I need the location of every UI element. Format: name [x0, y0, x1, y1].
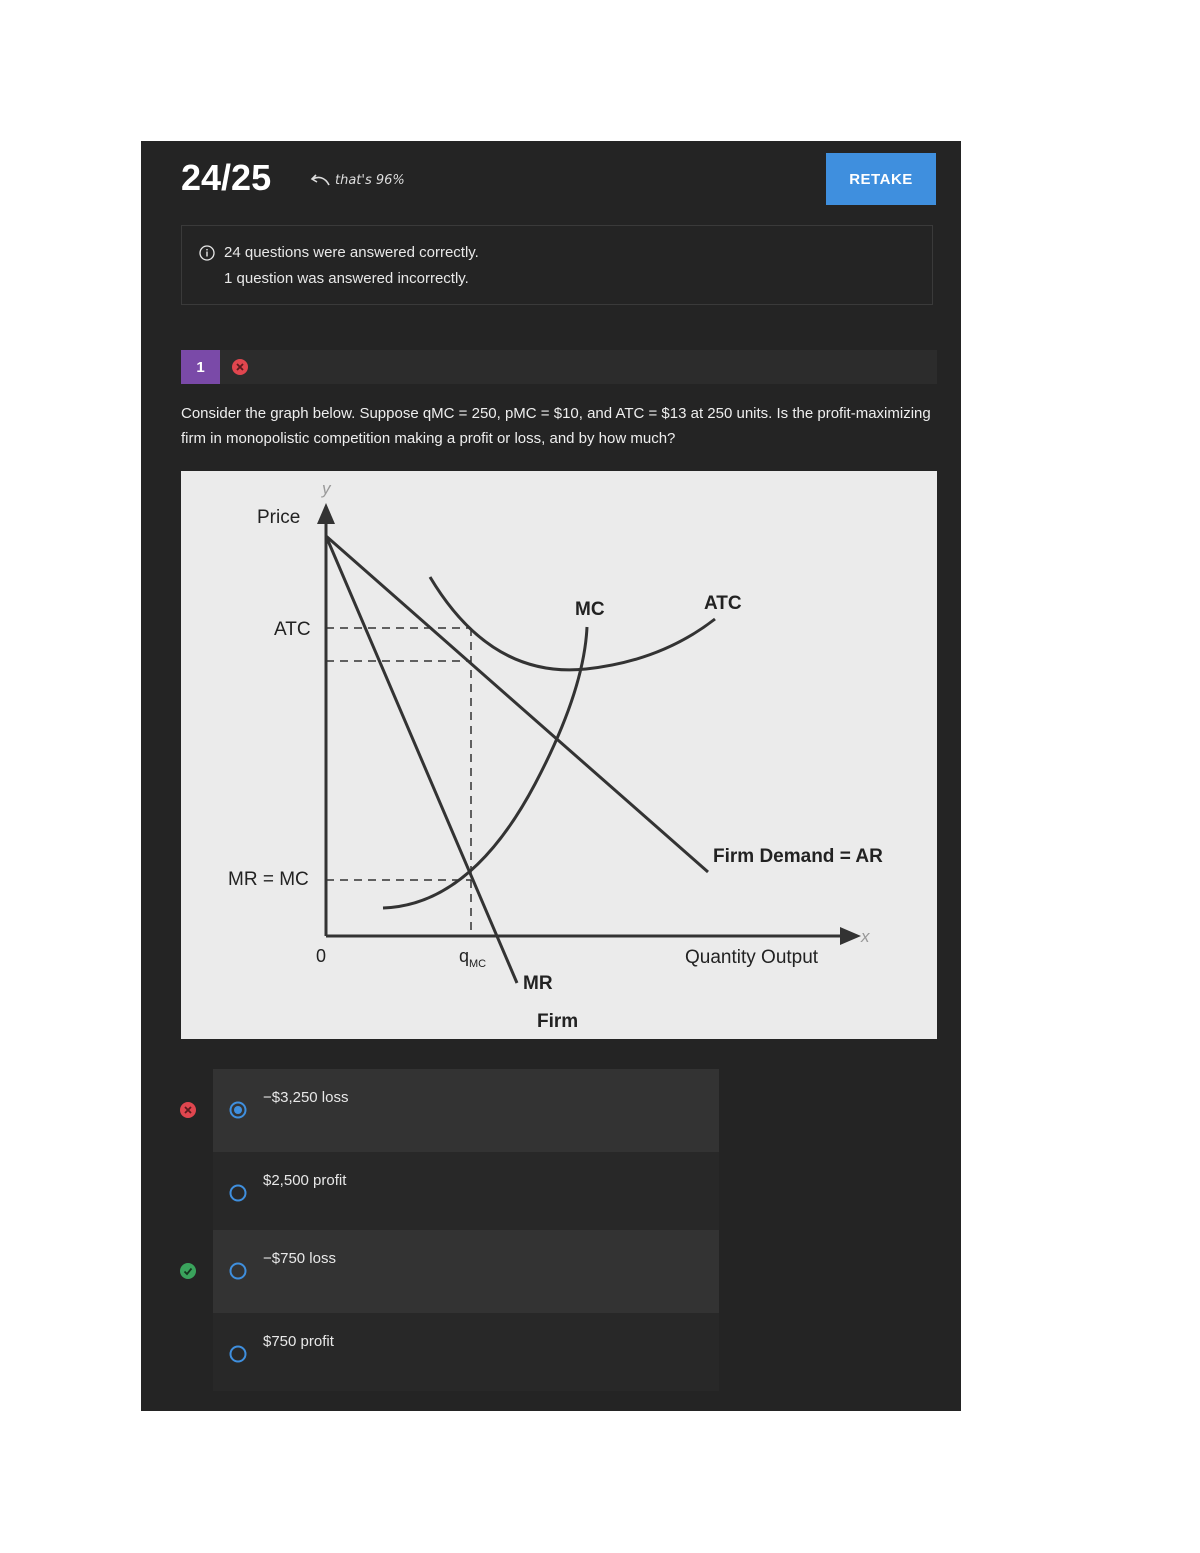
incorrect-count-text: 1 question was answered incorrectly. [224, 270, 469, 287]
mc-curve-label: MC [575, 599, 605, 620]
option-label: −$750 loss [263, 1250, 336, 1267]
results-summary [181, 225, 933, 305]
atc-axis-label: ATC [274, 619, 311, 640]
option-label: $2,500 profit [263, 1172, 347, 1189]
radio-selected-icon[interactable] [229, 1101, 247, 1119]
option-label: $750 profit [263, 1333, 334, 1350]
incorrect-icon [231, 358, 249, 376]
mrmc-label: MR = MC [228, 869, 309, 890]
option-row[interactable] [213, 1069, 719, 1152]
atc-curve-label: ATC [704, 593, 742, 614]
percent-note [309, 172, 405, 188]
radio-icon[interactable] [229, 1345, 247, 1363]
info-icon [199, 245, 215, 261]
x-axis-arrow [840, 927, 861, 945]
option-row[interactable] [213, 1313, 719, 1391]
atc-curve [430, 577, 715, 670]
q-label [459, 946, 486, 970]
demand-label: Firm Demand = AR [713, 846, 883, 867]
q-subscript: MC [469, 958, 487, 970]
question-number-badge: 1 [181, 350, 220, 384]
percent-note-text: that's 96% [335, 172, 405, 188]
radio-icon[interactable] [229, 1262, 247, 1280]
answer-options [213, 1069, 719, 1391]
option-row[interactable] [213, 1230, 719, 1313]
curved-arrow-icon [309, 172, 331, 188]
correct-count-text: 24 questions were answered correctly. [224, 244, 479, 261]
y-axis-letter: y [322, 479, 331, 498]
q-letter: q [459, 946, 470, 966]
graph-caption: Firm [537, 1011, 579, 1032]
origin-label: 0 [316, 946, 327, 966]
quantity-label: Quantity Output [685, 947, 819, 968]
economics-graph [181, 471, 937, 1039]
correct-check-icon [179, 1262, 197, 1280]
x-axis-letter: x [861, 927, 870, 946]
retake-button[interactable]: RETAKE [826, 153, 936, 205]
quiz-results-panel [141, 141, 961, 1411]
question-header [181, 350, 937, 384]
option-label: −$3,250 loss [263, 1089, 349, 1106]
y-axis-arrow [317, 503, 335, 524]
demand-curve [326, 536, 708, 872]
mr-curve-label: MR [523, 973, 553, 994]
mr-curve [326, 536, 517, 983]
score-display: 24/25 [181, 157, 272, 198]
radio-icon[interactable] [229, 1184, 247, 1202]
option-row[interactable] [213, 1152, 719, 1230]
price-label: Price [257, 507, 301, 528]
question-text: Consider the graph below. Suppose qMC = 250, pMC = $10, and ATC = $13 at 250 units. Is the profit-maximizing firm in monopolistic competition making a profit or loss, and by how much? [181, 405, 931, 447]
graph-svg [181, 471, 937, 1039]
incorrect-icon [179, 1101, 197, 1119]
